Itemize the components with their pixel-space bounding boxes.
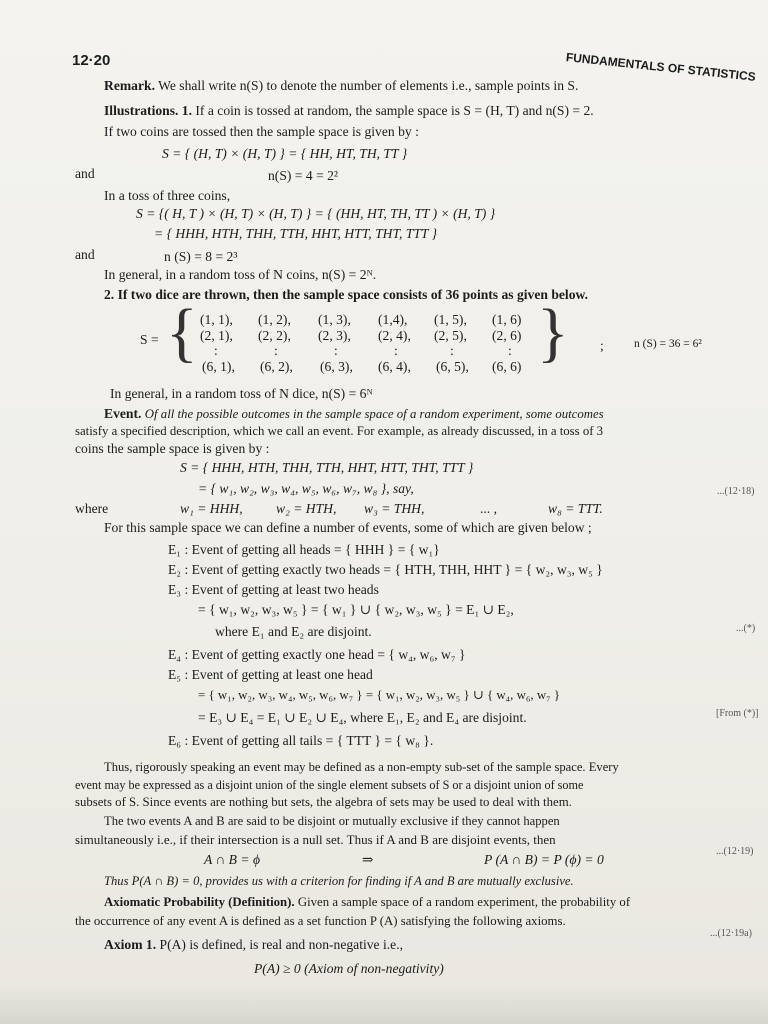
dice-cell: (2, 6) [492,328,522,343]
dice-dots: : [214,343,218,358]
dice-S-label: S = [140,332,159,347]
event-E2: E₂ : Event of getting exactly two heads = { HTH, THH, HHT } = { w₂, w₃, w₅ } [168,562,603,577]
dice-semicolon: ; [600,338,604,353]
equation-tag-12-19a: ...(12·19a) [710,928,752,939]
equation-tag-from-star: [From (*)] [716,708,759,719]
dice-cell: (2, 1), [200,328,233,343]
event-line-2: satisfy a specified description, which we call an event. For example, as already discussed, in a toss of 3 [75,424,604,438]
disjoint-line-2: simultaneously i.e., if their intersection is a null set. Thus if A and B are disjoint events, then [75,832,556,847]
illustrations-line-1 [104,103,594,119]
equation-tag-star: ...(*) [736,623,756,634]
remark-label: Remark. [104,78,155,93]
equation-three-coins-2: = { HHH, HTH, THH, TTH, HHT, HTT, THT, TTT } [154,226,438,241]
dice-cell: (2, 5), [434,328,467,343]
implies-arrow: ⇒ [362,852,374,867]
event-label: Event. [104,406,142,421]
event-E5-union: = E₃ ∪ E₄ = E₁ ∪ E₂ ∪ E₄, where E₁, E₂ and E₄ are disjoint. [198,710,527,725]
dice-cell: (1, 5), [434,312,467,327]
equation-tag-12-19: ...(12·19) [716,846,754,857]
illustrations-line-2: If two coins are tossed then the sample space is given by : [104,124,419,139]
dice-cell: (6, 6) [492,359,522,374]
event-sample-space: S = { HHH, HTH, THH, TTH, HHT, HTT, THT, TTT } [180,460,474,475]
axiomatic-label: Axiomatic Probability (Definition). [104,895,295,909]
page-number: 12·20 [72,52,111,69]
remark-paragraph [104,78,578,94]
w3-def: w₃ = THH, [364,501,425,516]
axiomatic-line-1 [104,895,630,910]
axiom-1-line [104,937,403,953]
event-E6: E₆ : Event of getting all tails = { TTT } = { w₈ }. [168,733,434,748]
dice-cell: (6, 5), [436,359,469,374]
illustrations-label: Illustrations. 1. [104,103,192,118]
event-E3-set: = { w₁, w₂, w₃, w₅ } = { w₁ } ∪ { w₂, w₃, w₅ } = E₁ ∪ E₂, [198,602,514,617]
event-E1: E₁ : Event of getting all heads = { HHH } = { w₁} [168,542,440,557]
dice-dots: : [394,343,398,358]
probability-zero: P (A ∩ B) = P (ϕ) = 0 [484,852,604,867]
event-line-1 [104,406,604,422]
axiom-1-equation: P(A) ≥ 0 (Axiom of non-negativity) [254,961,444,976]
dice-intro: 2. If two dice are thrown, then the sample space consists of 36 points as given below. [104,287,588,302]
where-label: where [75,501,109,516]
and-label-1: and [75,166,95,181]
thus-line-3: subsets of S. Since events are nothing but sets, the algebra of sets may be used to deal with them. [75,795,572,809]
dice-count: n (S) = 36 = 6² [634,338,702,350]
axiomatic-line-2: the occurrence of any event A is defined as a set function P (A) satisfying the following axioms. [75,914,566,928]
dice-dots: : [508,343,512,358]
event-E5: E₅ : Event of getting at least one head [168,667,373,682]
and-label-2: and [75,247,95,262]
event-line-3: coins the sample space is given by : [75,441,270,456]
event-E3: E₃ : Event of getting at least two heads [168,582,379,597]
equation-n-two-coins: n(S) = 4 = 2² [268,168,339,183]
dice-dots: : [334,343,338,358]
general-coins: In general, in a random toss of N coins, n(S) = 2ᴺ. [104,267,377,282]
dice-cell: (1,4), [378,312,408,327]
event-E3-note: where E₁ and E₂ are disjoint. [215,624,372,639]
three-coins-intro: In a toss of three coins, [104,188,231,203]
dice-cell: (1, 3), [318,312,351,327]
right-brace: } [537,296,569,369]
event-sample-space-w: = { w₁, w₂, w₃, w₄, w₅, w₆, w₇, w₈ }, say, [198,481,414,496]
dice-cell: (6, 4), [378,359,411,374]
dice-cell: (2, 3), [318,328,351,343]
event-E5-set: = { w₁, w₂, w₃, w₄, w₅, w₆, w₇ } = { w₁, w₂, w₃, w₅ } ∪ { w₄, w₆, w₇ } [198,688,561,702]
event-definition: Of all the possible outcomes in the sample space of a random experiment, some outcomes [144,407,604,421]
dice-cell: (2, 4), [378,328,411,343]
dice-cell: (6, 3), [320,359,353,374]
remark-text: We shall write n(S) to denote the number of elements i.e., sample points in S. [158,78,579,93]
dice-cell: (1, 6) [492,312,522,327]
dice-dots: : [274,343,278,358]
illustrations-text-1: If a coin is tossed at random, the sample space is S = (H, T) and n(S) = 2. [195,103,594,118]
equation-three-coins-1: S = {( H, T ) × (H, T) × (H, T) } = { (HH, HT, TH, TT ) × (H, T) } [136,206,496,221]
thus-line-2: event may be expressed as a disjoint union of the single element subsets of S or a disjoint union of some [75,778,584,792]
dice-cell: (2, 2), [258,328,291,343]
equation-n-three-coins: n (S) = 8 = 2³ [164,249,238,264]
events-intro: For this sample space we can define a number of events, some of which are given below ; [104,520,592,535]
general-dice: In general, in a random toss of N dice, n(S) = 6ᴺ [110,386,373,401]
left-brace: { [166,296,198,369]
axiom-1-text: P(A) is defined, is real and non-negative i.e., [159,937,403,952]
w2-def: w₂ = HTH, [276,501,337,516]
dice-cell: (1, 1), [200,312,233,327]
dice-dots: : [450,343,454,358]
dice-cell: (6, 2), [260,359,293,374]
axiomatic-text-1: Given a sample space of a random experiment, the probability of [297,895,631,909]
mutually-exclusive-criterion: Thus P(A ∩ B) = 0, provides us with a criterion for finding if A and B are mutually exclusive. [104,874,574,888]
disjoint-line-1: The two events A and B are said to be disjoint or mutually exclusive if they cannot happen [104,814,560,828]
null-intersection: A ∩ B = ϕ [204,852,260,867]
equation-tag-12-18: ...(12·18) [717,486,755,497]
thus-line-1: Thus, rigorously speaking an event may be defined as a non-empty sub-set of the sample space. Every [104,760,619,774]
axiom-1-label: Axiom 1. [104,937,157,952]
equation-two-coins: S = { (H, T) × (H, T) } = { HH, HT, TH, TT } [162,146,408,161]
w8-def: w₈ = TTT. [548,501,603,516]
w1-def: w₁ = HHH, [180,501,243,516]
event-E4: E₄ : Event of getting exactly one head = { w₄, w₆, w₇ } [168,647,466,662]
w-ellipsis: ... , [480,501,497,516]
dice-cell: (6, 1), [202,359,235,374]
page-bottom-shadow [0,984,768,1024]
dice-cell: (1, 2), [258,312,291,327]
running-title: FUNDAMENTALS OF STATISTICS [565,50,757,84]
